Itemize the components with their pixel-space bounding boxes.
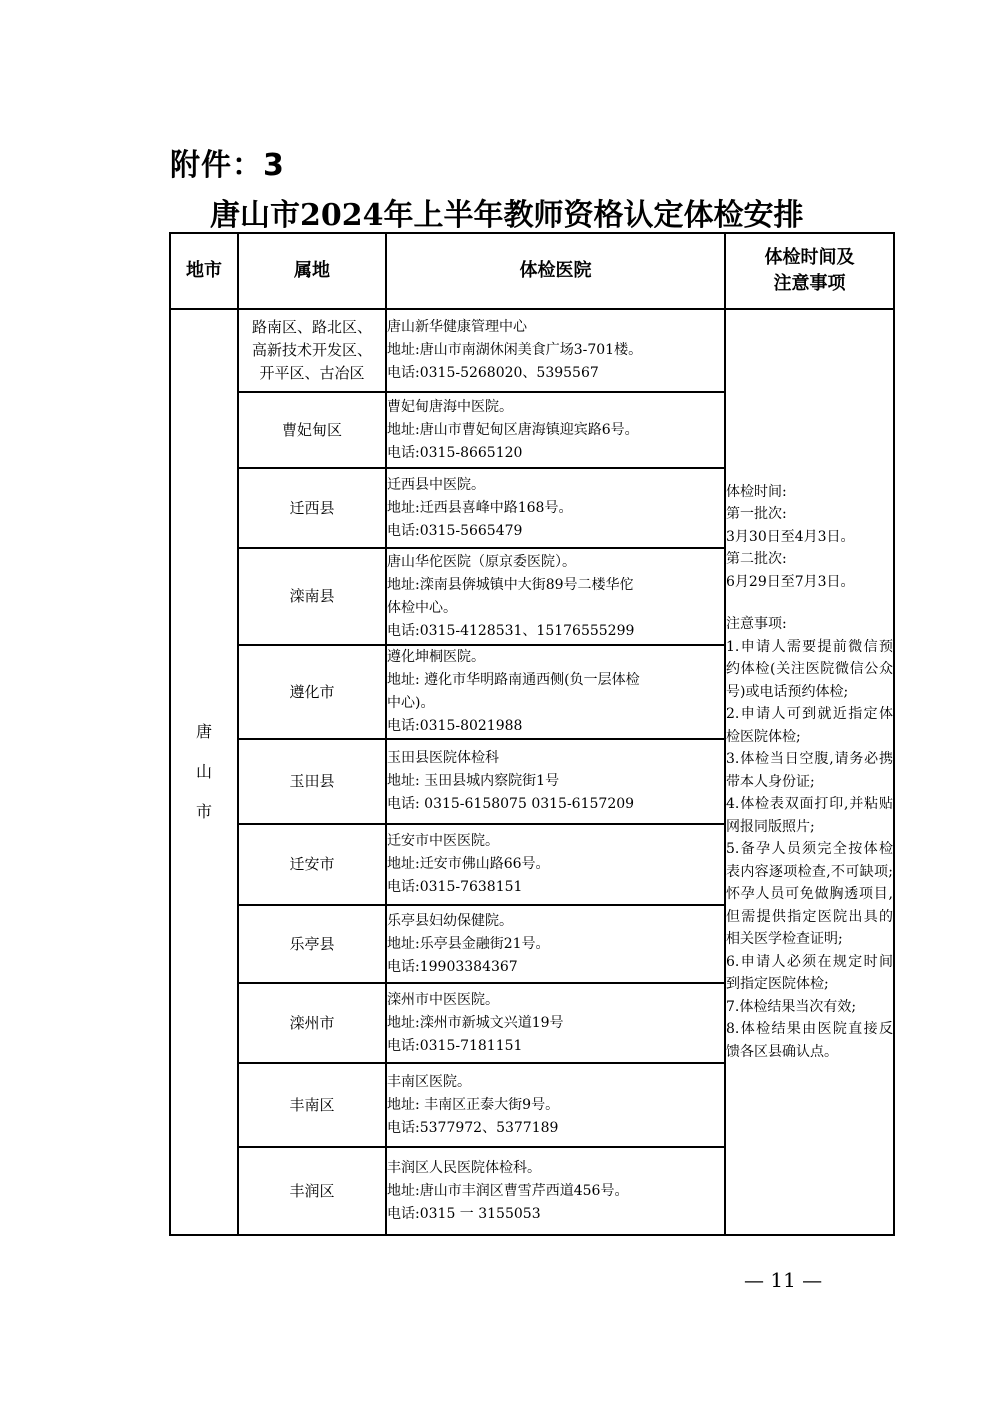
- city-char: 市: [195, 802, 212, 821]
- document-title: 唐山市2024年上半年教师资格认定体检安排: [210, 198, 804, 233]
- notes-line: 注意事项:: [726, 616, 787, 633]
- hospital-line: 地址: 丰南区正泰大街9号。: [387, 1096, 560, 1113]
- notes-line: 3月30日至4月3日。: [726, 528, 855, 545]
- header-city: 地市: [170, 233, 238, 309]
- table-row: [170, 309, 894, 392]
- hospital-line: 地址:滦州市新城文兴道19号: [387, 1014, 564, 1031]
- district-line: 丰南区: [289, 1095, 335, 1114]
- district-line: 路南区、路北区、: [251, 318, 372, 336]
- hospital-line: 地址:唐山市曹妃甸区唐海镇迎宾路6号。: [387, 421, 639, 438]
- hospital-line: 电话:19903384367: [387, 958, 518, 975]
- notes-line: 1.申请人需要提前微信预约体检(关注医院微信公众号)或电话预约体检;: [726, 638, 893, 700]
- hospital-cell: [386, 645, 725, 739]
- table-header-row: [170, 233, 894, 309]
- district-cell: [238, 645, 386, 739]
- exam-arrangement-table: [169, 232, 895, 1236]
- hospital-line: 地址: 玉田县城内察院街1号: [387, 773, 560, 789]
- hospital-cell: [386, 1063, 725, 1147]
- hospital-line: 电话:0315-4128531、15176555299: [387, 622, 635, 639]
- hospital-line: 电话:0315-8021988: [387, 718, 523, 734]
- district-line: 开平区、古冶区: [259, 364, 365, 382]
- hospital-cell: [386, 824, 725, 905]
- notes-line: 2.申请人可到就近指定体检医院体检;: [726, 706, 893, 745]
- hospital-line: 唐山新华健康管理中心: [387, 319, 527, 335]
- hospital-cell: [386, 309, 725, 392]
- notes-line: 6.申请人必须在规定时间到指定医院体检;: [726, 953, 893, 993]
- hospital-line: 迁西县中医院。: [387, 476, 485, 493]
- hospital-line: 电话:5377972、5377189: [387, 1119, 559, 1136]
- notes-line: 5.备孕人员须完全按体检表内容逐项检查,不可缺项;怀孕人员可免做胸透项目,但需提供指定医院出具的相关医学检查证明;: [726, 841, 893, 948]
- notes-line: 3.体检当日空腹,请务必携带本人身份证;: [726, 751, 893, 790]
- hospital-cell: [386, 392, 725, 468]
- hospital-cell: [386, 468, 725, 548]
- notes-line: 6月29日至7月3日。: [726, 573, 855, 590]
- notes-line: [726, 593, 893, 613]
- hospital-line: 体检中心。: [387, 599, 457, 616]
- hospital-line: 电话:0315-7638151: [387, 879, 523, 895]
- district-cell: [238, 392, 386, 468]
- district-line: 滦州市: [289, 1013, 335, 1032]
- header-notes: [725, 233, 894, 309]
- district-cell: [238, 824, 386, 905]
- notes-line: 体检时间:: [726, 483, 787, 500]
- hospital-line: 地址: 遵化市华明路南通西侧(负一层体检: [387, 672, 640, 688]
- hospital-line: 地址:迁西县喜峰中路168号。: [387, 499, 573, 516]
- district-cell: [238, 1147, 386, 1235]
- district-line: 迁西县: [289, 498, 335, 517]
- city-char: 唐: [195, 722, 212, 741]
- district-line: 遵化市: [289, 682, 335, 701]
- district-line: 玉田县: [289, 772, 335, 790]
- notes-line: 7.体检结果当次有效;: [726, 998, 857, 1015]
- hospital-line: 曹妃甸唐海中医院。: [387, 398, 513, 415]
- hospital-line: 丰南区医院。: [387, 1073, 471, 1090]
- city-char: 山: [195, 762, 212, 781]
- district-cell: [238, 983, 386, 1063]
- hospital-line: 电话:0315-5268020、5395567: [387, 365, 599, 381]
- district-line: 丰润区: [289, 1181, 335, 1200]
- hospital-line: 唐山华佗医院（原京委医院）。: [387, 553, 576, 570]
- district-line: 高新技术开发区、: [251, 341, 372, 359]
- district-cell: [238, 468, 386, 548]
- hospital-line: 地址:滦南县倴城镇中大街89号二楼华佗: [387, 576, 634, 593]
- district-cell: [238, 1063, 386, 1147]
- city-cell: [170, 309, 238, 1235]
- hospital-line: 电话:0315 一 3155053: [387, 1205, 541, 1222]
- notes-line: 8.体检结果由医院直接反馈各区县确认点。: [726, 1021, 893, 1060]
- hospital-line: 中心)。: [387, 695, 435, 711]
- hospital-line: 地址:乐亭县金融街21号。: [387, 935, 550, 952]
- hospital-line: 迁安市中医医院。: [387, 833, 499, 849]
- hospital-line: 地址:唐山市丰润区曹雪芹西道456号。: [387, 1182, 629, 1199]
- hospital-line: 遵化坤桐医院。: [387, 649, 485, 665]
- district-cell: [238, 905, 386, 983]
- header-notes-line2: 注意事项: [773, 273, 846, 294]
- notes-line: 第二批次:: [726, 551, 787, 568]
- hospital-line: 玉田县医院体检科: [387, 750, 499, 766]
- hospital-cell: [386, 905, 725, 983]
- hospital-line: 电话:0315-7181151: [387, 1037, 523, 1054]
- hospital-line: 乐亭县妇幼保健院。: [387, 912, 513, 929]
- header-hospital: 体检医院: [386, 233, 725, 309]
- page-number: — 11 —: [744, 1268, 823, 1292]
- hospital-cell: [386, 1147, 725, 1235]
- notes-line: 第一批次:: [726, 506, 787, 523]
- district-line: 滦南县: [289, 587, 335, 605]
- hospital-line: 滦州市中医医院。: [387, 991, 499, 1008]
- header-notes-line1: 体检时间及: [764, 247, 855, 268]
- hospital-line: 丰润区人民医院体检科。: [387, 1159, 541, 1176]
- hospital-line: 电话:0315-8665120: [387, 444, 523, 461]
- notes-line: 4.体检表双面打印,并粘贴网报同版照片;: [726, 796, 893, 835]
- district-line: 乐亭县: [289, 934, 335, 953]
- hospital-line: 地址:迁安市佛山路66号。: [387, 856, 550, 872]
- hospital-cell: [386, 548, 725, 645]
- district-line: 曹妃甸区: [281, 420, 342, 439]
- district-cell: [238, 309, 386, 392]
- hospital-cell: [386, 983, 725, 1063]
- district-cell: [238, 548, 386, 645]
- hospital-line: 地址:唐山市南湖休闲美食广场3-701楼。: [387, 342, 643, 358]
- header-district: 属地: [238, 233, 386, 309]
- hospital-line: 电话: 0315-6158075 0315-6157209: [387, 796, 635, 812]
- attachment-label: 附件：3: [170, 148, 285, 183]
- hospital-cell: [386, 739, 725, 824]
- district-cell: [238, 739, 386, 824]
- notes-cell: [725, 309, 894, 1235]
- hospital-line: 电话:0315-5665479: [387, 522, 523, 539]
- district-line: 迁安市: [289, 855, 335, 873]
